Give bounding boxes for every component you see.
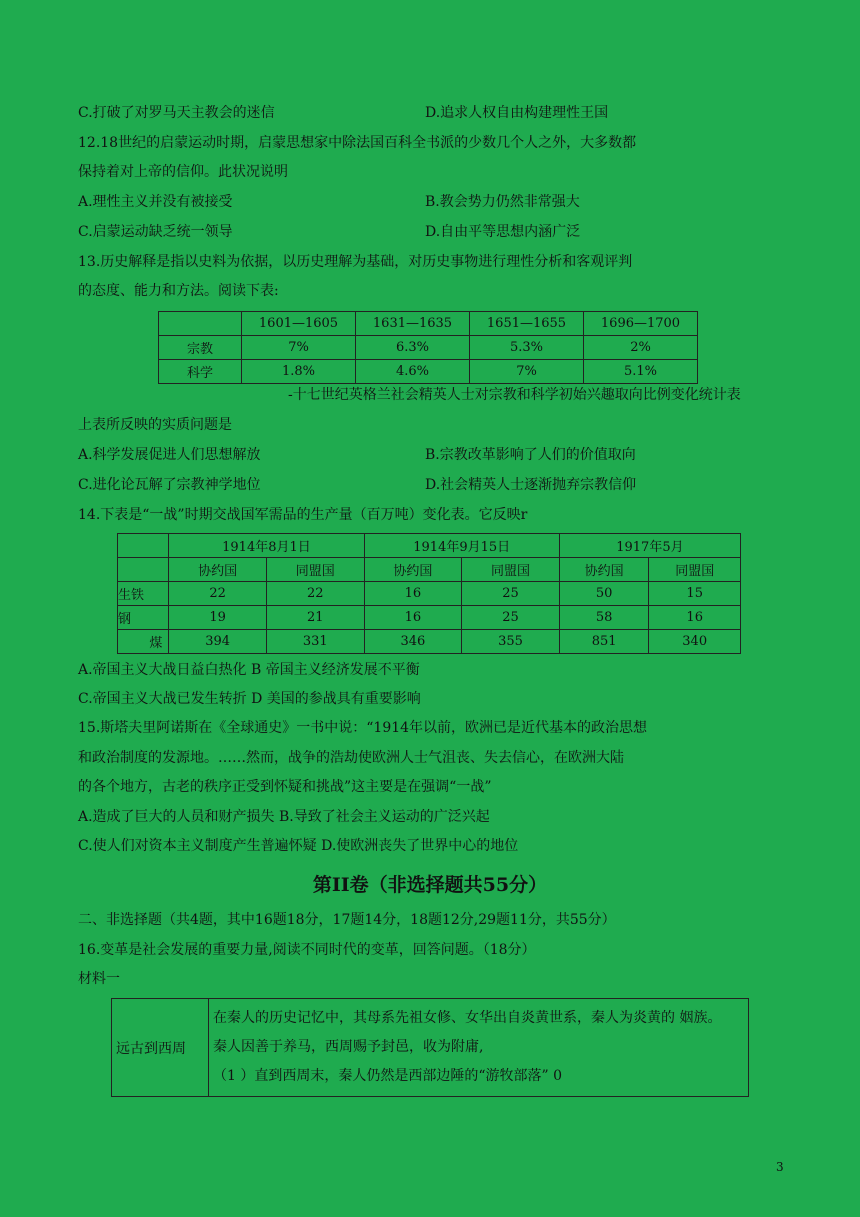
- table-header-cell: 1631—1635: [356, 312, 470, 336]
- table-cell: 331: [266, 630, 364, 654]
- table-cell: 22: [169, 582, 267, 606]
- table-row-label: 钢: [118, 606, 169, 630]
- q13-stem-3: 上表所反映的实质问题是: [78, 417, 232, 433]
- table-header-cell: 1601—1605: [242, 312, 356, 336]
- q12-option-c: C.启蒙运动缺乏统一领导: [78, 224, 233, 240]
- q13-table-caption: -十七世纪英格兰社会精英人士对宗教和科学初始兴趣取向比例变化统计表: [288, 387, 741, 403]
- table-header-cell: 同盟国: [649, 558, 741, 582]
- q11-option-d: D.追求人权自由构建理性王国: [425, 105, 609, 121]
- q16-material-line-2: 秦人因善于养马，西周赐予封邑，收为附庸,: [213, 1039, 484, 1055]
- table-row-label: 宗教: [159, 336, 242, 360]
- q13-option-d: D.社会精英人士逐渐抛弃宗教信仰: [425, 477, 637, 493]
- table-header-cell: 1917年5月: [559, 534, 740, 558]
- table-cell: 5.3%: [470, 336, 584, 360]
- table-cell: 25: [462, 606, 560, 630]
- table-cell: 21: [266, 606, 364, 630]
- table-row: [118, 534, 741, 558]
- table-header-cell: 1651—1655: [470, 312, 584, 336]
- table-cell: 851: [559, 630, 649, 654]
- table-header-cell: 协约国: [559, 558, 649, 582]
- q13-stem-2: 的态度、能力和方法。阅读下表:: [78, 283, 279, 299]
- table-cell: 25: [462, 582, 560, 606]
- table-row: [112, 999, 749, 1097]
- table-cell: 1.8%: [242, 360, 356, 384]
- q15-stem-3: 的各个地方，古老的秩序正受到怀疑和挑战”这主要是在强调“一战”: [78, 779, 492, 795]
- q16-material-table: [111, 998, 749, 1097]
- table-cell: 6.3%: [356, 336, 470, 360]
- q15-options-ab: A.造成了巨大的人员和财产损失 B.导致了社会主义运动的广泛兴起: [78, 809, 490, 825]
- table-row-label: 远古到西周: [112, 999, 209, 1097]
- table-row: [159, 360, 698, 384]
- table-cell: 4.6%: [356, 360, 470, 384]
- table-cell: 16: [364, 606, 462, 630]
- q16-material-line-1: 在秦人的历史记忆中，其母系先祖女修、女华出自炎黄世系，秦人为炎黄的 姻族。: [213, 1010, 722, 1026]
- table-cell: 16: [649, 606, 741, 630]
- q12-option-d: D.自由平等思想内涵广泛: [425, 224, 581, 240]
- part2-intro: 二、非选择题（共4题，其中16题18分，17题14分，18题12分,29题11分，共55分）: [78, 912, 616, 928]
- part2-title: 第II卷（非选择题共55分）: [312, 874, 548, 896]
- q14-options-cd: C.帝国主义大战已发生转折 D 美国的参战具有重要影响: [78, 691, 421, 707]
- table-cell: 340: [649, 630, 741, 654]
- table-header-cell: 1914年9月15日: [364, 534, 559, 558]
- q14-table: [117, 533, 741, 654]
- q15-stem-1: 15.斯塔夫里阿诺斯在《全球通史》一书中说：“1914年以前，欧洲已是近代基本的政治思想: [78, 720, 648, 736]
- table-header-cell: 同盟国: [266, 558, 364, 582]
- table-row-label: 科学: [159, 360, 242, 384]
- table-cell: 355: [462, 630, 560, 654]
- table-cell: 16: [364, 582, 462, 606]
- q15-stem-2: 和政治制度的发源地。……然而，战争的浩劫使欧洲人士气沮丧、失去信心，在欧洲大陆: [78, 750, 624, 766]
- q16-material-line-3: （1 ）直到西周末，秦人仍然是西部边陲的“游牧部落” 0: [213, 1068, 563, 1084]
- table-row: [118, 582, 741, 606]
- table-header-cell: 协约国: [169, 558, 267, 582]
- q11-option-c: C.打破了对罗马天主教会的迷信: [78, 105, 275, 121]
- q12-stem-1: 12.18世纪的启蒙运动时期，启蒙思想家中除法国百科全书派的少数几个人之外，大多数都: [78, 135, 637, 151]
- table-cell: 7%: [470, 360, 584, 384]
- table-cell: 50: [559, 582, 649, 606]
- table-header-cell: 同盟国: [462, 558, 560, 582]
- q13-option-a: A.科学发展促进人们思想解放: [78, 447, 261, 463]
- table-row-label: 煤: [118, 630, 169, 654]
- table-row: [159, 336, 698, 360]
- table-cell: 5.1%: [584, 360, 698, 384]
- table-cell: [209, 999, 749, 1097]
- q13-option-c: C.进化论瓦解了宗教神学地位: [78, 477, 261, 493]
- q12-option-a: A.理性主义并没有被接受: [78, 194, 233, 210]
- table-row-label: 生铁: [118, 582, 169, 606]
- q14-stem: 14.下表是“一战”时期交战国军需品的生产量（百万吨）变化表。它反映r: [78, 507, 528, 523]
- table-cell: 19: [169, 606, 267, 630]
- q13-table: [158, 311, 698, 384]
- table-header-cell: 协约国: [364, 558, 462, 582]
- table-cell: 58: [559, 606, 649, 630]
- q12-stem-2: 保持着对上帝的信仰。此状况说明: [78, 164, 288, 180]
- page-number: 3: [776, 1160, 784, 1174]
- q16-material-label: 材料一: [78, 971, 120, 987]
- table-cell: [118, 534, 169, 558]
- table-row: [118, 630, 741, 654]
- table-row: [118, 606, 741, 630]
- q12-option-b: B.教会势力仍然非常强大: [425, 194, 580, 210]
- q13-stem-1: 13.历史解释是指以史料为依据，以历史理解为基础，对历史事物进行理性分析和客观评判: [78, 254, 633, 270]
- q15-options-cd: C.使人们对资本主义制度产生普遍怀疑 D.使欧洲丧失了世界中心的地位: [78, 838, 519, 854]
- q14-options-ab: A.帝国主义大战日益白热化 B 帝国主义经济发展不平衡: [78, 662, 420, 678]
- q13-option-b: B.宗教改革影响了人们的价值取向: [425, 447, 636, 463]
- table-row: [159, 312, 698, 336]
- table-header-cell: 1914年8月1日: [169, 534, 364, 558]
- q16-stem: 16.变革是社会发展的重要力量,阅读不同时代的变革，回答问题。（18分）: [78, 942, 536, 958]
- table-row: [118, 558, 741, 582]
- table-cell: 2%: [584, 336, 698, 360]
- table-cell: 22: [266, 582, 364, 606]
- table-header-cell: 1696—1700: [584, 312, 698, 336]
- table-cell: 7%: [242, 336, 356, 360]
- table-cell: 346: [364, 630, 462, 654]
- table-cell: 394: [169, 630, 267, 654]
- table-cell: [159, 312, 242, 336]
- table-cell: 15: [649, 582, 741, 606]
- table-cell: [118, 558, 169, 582]
